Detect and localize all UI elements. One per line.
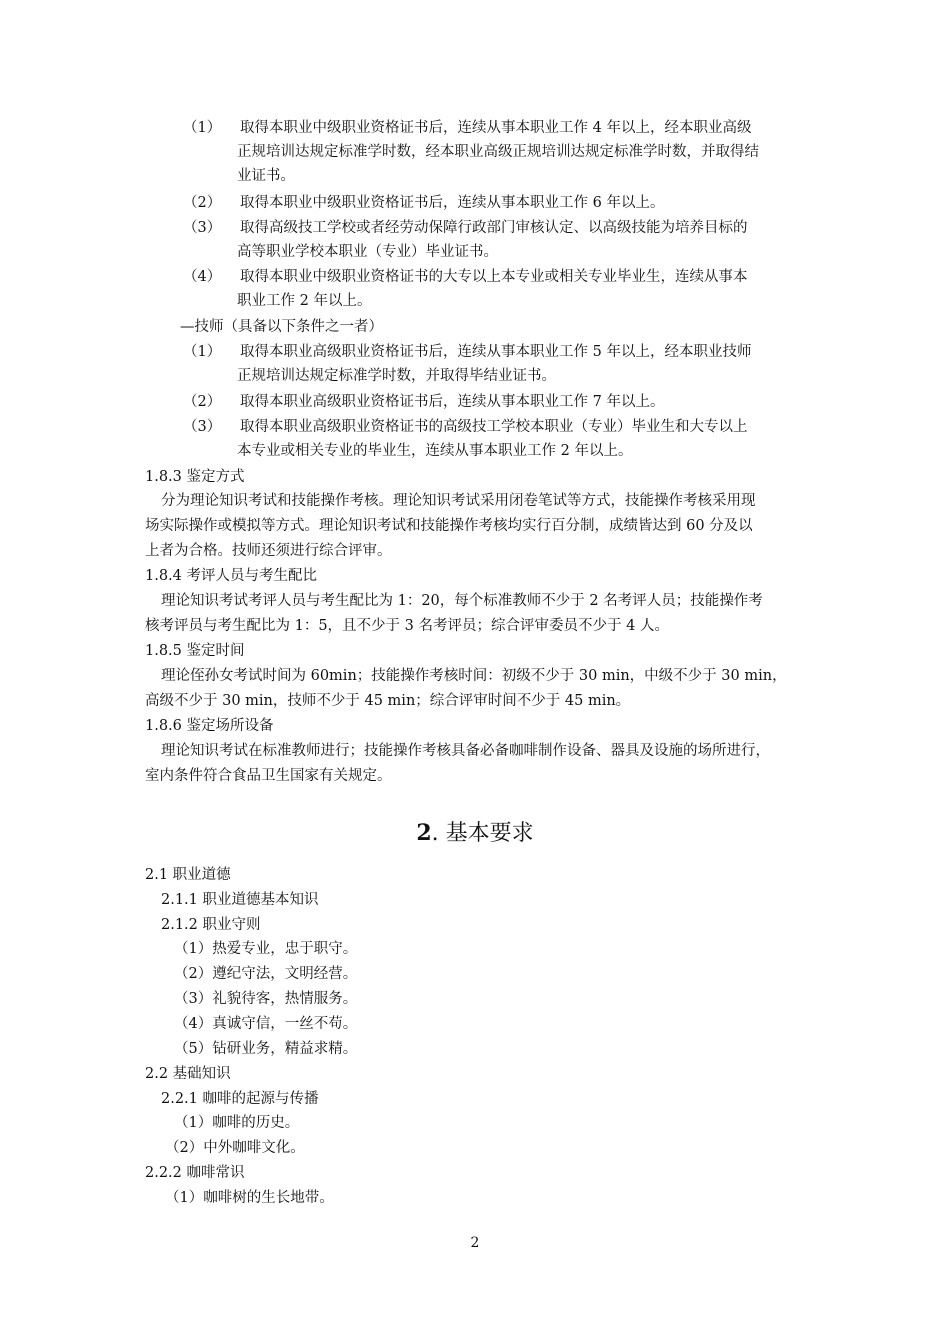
item-text: 业证书。 <box>237 168 295 184</box>
chapter-title: . 基本要求 <box>431 821 534 846</box>
paragraph-line: 理论侄孙女考试时间为 60min；技能操作考核时间：初级不少于 30 min，中级不少于 30 min， <box>161 668 787 684</box>
item-text: 取得本职业中级职业资格证书的大专以上本专业或相关专业毕业生，连续从事本 <box>240 269 748 285</box>
item-number: （4） <box>183 269 222 285</box>
list-item: （4）真诚守信，一丝不苟。 <box>174 1016 358 1032</box>
paragraph-line: 理论知识考试考评人员与考生配比为 1：20，每个标准教师不少于 2 名考评人员；技能操作考 <box>161 593 763 609</box>
paragraph-line: 理论知识考试在标准教师进行；技能操作考核具备必备咖啡制作设备、器具及设施的场所进行， <box>161 743 770 759</box>
paragraph-line: 高级不少于 30 min，技师不少于 45 min；综合评审时间不少于 45 min。 <box>145 693 631 709</box>
item-text: 高等职业学校本职业（专业）毕业证书。 <box>237 244 498 260</box>
section-heading: 2.2 基础知识 <box>145 1066 231 1082</box>
paragraph-line: 分为理论知识考试和技能操作考核。理论知识考试采用闭卷笔试等方式，技能操作考核采用现 <box>161 493 756 509</box>
subsection-heading: 2.1.1 职业道德基本知识 <box>161 892 319 908</box>
paragraph-line: 场实际操作或模拟等方式。理论知识考试和技能操作考核均实行百分制，成绩皆达到 60 分及以 <box>145 518 753 534</box>
list-item: （1）咖啡树的生长地带。 <box>165 1190 334 1206</box>
subsection-heading: 2.2.1 咖啡的起源与传播 <box>161 1091 319 1107</box>
list-item: （5）钻研业务，精益求精。 <box>174 1041 358 1057</box>
list-item: （2）中外咖啡文化。 <box>165 1140 305 1156</box>
item-number: （3） <box>183 220 222 236</box>
paragraph-line: 室内条件符合食品卫生国家有关规定。 <box>145 768 392 784</box>
item-number: （1） <box>183 344 222 360</box>
item-text: 本专业或相关专业的毕业生，连续从事本职业工作 2 年以上。 <box>237 443 633 459</box>
section-heading: 1.8.6 鉴定场所设备 <box>145 718 274 734</box>
item-text: 取得本职业中级职业资格证书后，连续从事本职业工作 6 年以上。 <box>240 195 665 211</box>
item-text: 取得本职业高级职业资格证书后，连续从事本职业工作 7 年以上。 <box>240 394 665 410</box>
section-heading: 1.8.3 鉴定方式 <box>145 469 245 485</box>
list-item: （2）遵纪守法，文明经营。 <box>174 966 358 982</box>
item-number: （1） <box>183 120 222 136</box>
subsection-heading: 2.1.2 职业守则 <box>161 917 261 933</box>
item-text: 取得高级技工学校或者经劳动保障行政部门审核认定、以高级技能为培养目标的 <box>240 220 748 236</box>
item-number: （2） <box>183 195 222 211</box>
item-text: 职业工作 2 年以上。 <box>237 293 372 309</box>
item-number: （2） <box>183 394 222 410</box>
item-text: 取得本职业高级职业资格证书的高级技工学校本职业（专业）毕业生和大专以上 <box>240 419 748 435</box>
item-text: 正规培训达规定标准学时数，并取得毕结业证书。 <box>237 368 556 384</box>
section-heading: 1.8.5 鉴定时间 <box>145 643 245 659</box>
chapter-number: 2 <box>416 820 432 846</box>
item-text: 正规培训达规定标准学时数，经本职业高级正规培训达规定标准学时数，并取得结 <box>237 144 759 160</box>
chapter-heading <box>0 818 950 849</box>
paragraph-line: 核考评员与考生配比为 1：5，且不少于 3 名考评员；综合评审委员不少于 4 人。 <box>145 618 669 634</box>
subsection-heading: 2.2.2 咖啡常识 <box>145 1165 245 1181</box>
list-item: （3）礼貌待客，热情服务。 <box>174 991 358 1007</box>
list-item: （1）热爱专业，忠于职守。 <box>174 941 358 957</box>
paragraph-line: 上者为合格。技师还须进行综合评审。 <box>145 543 392 559</box>
section-heading: 2.1 职业道德 <box>145 867 231 883</box>
section-heading: 1.8.4 考评人员与考生配比 <box>145 568 318 584</box>
item-text: 取得本职业中级职业资格证书后，连续从事本职业工作 4 年以上，经本职业高级 <box>240 120 752 136</box>
item-number: （3） <box>183 419 222 435</box>
technician-heading: —技师（具备以下条件之一者） <box>180 319 383 335</box>
list-item: （1）咖啡的历史。 <box>174 1115 300 1131</box>
page-number: 2 <box>470 1235 480 1251</box>
item-text: 取得本职业高级职业资格证书后，连续从事本职业工作 5 年以上，经本职业技师 <box>240 344 752 360</box>
